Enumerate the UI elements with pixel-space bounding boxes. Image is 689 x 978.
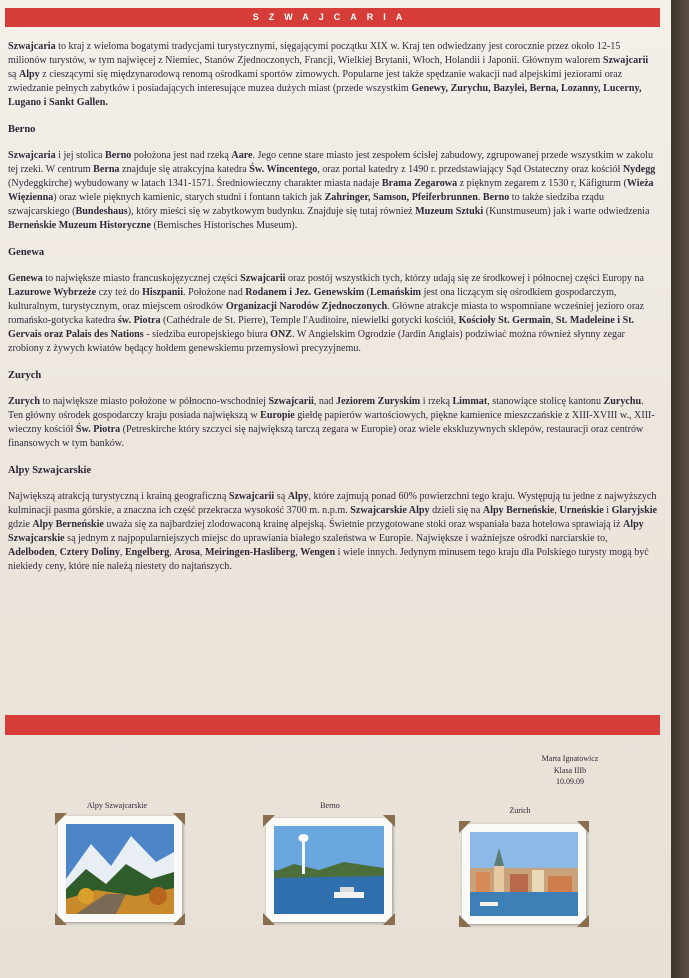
bold-text: Szwajcarii [240, 273, 286, 284]
section-alpy-szwajcarskie [8, 464, 658, 574]
bold-text: ONZ [270, 329, 292, 340]
bold-text: Arosa [174, 547, 200, 558]
text-run: , [550, 315, 556, 326]
bold-text: Hiszpanii [142, 287, 184, 298]
text-run: położona jest nad rzeką [131, 150, 232, 161]
text-run: . W Angielskim Ogrodzie (Jardin Anglais) podziwiać można również słynny zegar zrobiony z żywych kwiatów będący hołdem genewskiemu przemysłowi precyzyjnemu. [8, 329, 625, 354]
text-run: to największe miasto położone w północno-wschodniej [39, 396, 269, 407]
text-run: oraz postój wszystkich tych, którzy udają się ze środkowej i północnej części Europy na [285, 273, 645, 284]
bold-text: Bundeshaus [75, 206, 128, 217]
section-heading: Alpy Szwajcarskie [8, 465, 92, 476]
intro-paragraph [8, 40, 658, 110]
text-run: , [169, 547, 175, 558]
bold-text: Berno [105, 150, 132, 161]
text-run: to największe miasto francuskojęzycznej części [42, 273, 241, 284]
bold-text: Lazurowe Wybrzeże [8, 287, 97, 298]
bold-text: Szwajcarii [268, 396, 314, 407]
bold-text: Szwajcarii [602, 55, 649, 66]
text-run: . [477, 192, 483, 203]
bold-text: Engelberg [124, 547, 170, 558]
bold-text: Cztery Doliny [59, 547, 120, 558]
text-run: . Ten główny ośrodek gospodarczy kraju posiada największą w [8, 396, 644, 421]
berno-image [274, 826, 384, 914]
text-run: . Główne atrakcje miasta to wspomniane wcześniej jezioro oraz romańsko-gotycka katedra [8, 301, 645, 326]
section-paragraph [8, 395, 658, 451]
bold-text: Meiringen-Hasliberg [204, 547, 296, 558]
text-run: z cieszącymi się międzynarodową renomą ośrodkami sportów zimowych. Popularne jest także spędzanie wakacji nad alpejskimi jeziorami oraz zwiedzanie pełnych zabytków i posiadających interesujące muzea dużych miast (przede wszystkim [8, 69, 623, 94]
text-run: dzieli się na [429, 505, 483, 516]
bold-text: Genewy, Zurychu, Bazylei, Berna, Lozanny, Lucerny, Lugano i Sankt Gallen. [8, 83, 642, 108]
bold-text: Szwajcaria [8, 41, 56, 52]
text-run: i rzeką [420, 396, 453, 407]
text-run: (Nydeggkirche) wybudowany w latach 1341-1571. Średniowieczny charakter miasta nadaje [8, 178, 382, 189]
bold-text: Genewa [8, 273, 43, 284]
text-run: czy też do [96, 287, 143, 298]
text-run: . Jego cenne stare miasto jest zespołem ścisłej zabudowy, zgrupowanej przede wszystkim w zakolu tej rzeki. W centrum [8, 150, 653, 175]
section-genewa [8, 246, 658, 356]
text-run: , [119, 547, 125, 558]
bold-text: Jeziorem Zuryskim [336, 396, 421, 407]
text-run: znajduje się atrakcyjna katedra [119, 164, 250, 175]
background-edge [671, 0, 689, 978]
text-run: , oraz portal katedry z 1490 r. przedstawiający Sąd Ostateczny oraz kościół [317, 164, 623, 175]
bold-text: św. Piotra [117, 315, 161, 326]
bold-text: Adelboden [8, 547, 55, 558]
text-run: gdzie [8, 519, 33, 530]
bold-text: Brama Zegarowa [381, 178, 458, 189]
bold-text: Kościoły St. Germain [458, 315, 551, 326]
alps-image [66, 824, 174, 914]
section-heading: Berno [8, 124, 36, 135]
bold-text: Wengen [300, 547, 336, 558]
text-run: (Cathédrale de St. Pierre), Temple l'Auditoire, niewielki gotycki kościół, [160, 315, 459, 326]
text-run: Największą atrakcją turystyczną i krainą geograficzną [8, 491, 229, 502]
text-run: , stanowiące stolicę kantonu [487, 396, 604, 407]
section-heading: Genewa [8, 247, 45, 258]
bold-text: Alpy Berneńskie [32, 519, 104, 530]
text-run: są [274, 491, 288, 502]
bold-text: Organizacji Narodów Zjednoczonych [225, 301, 388, 312]
section-heading: Zurych [8, 370, 42, 381]
text-run: ), który mieści się w zabytkowym budynku. Znajduje się tutaj również [127, 206, 416, 217]
bold-text: Alpy Berneńskie [482, 505, 555, 516]
bold-text: Alpy [287, 491, 309, 502]
bold-text: Rodanem i Jez. Genewskim [245, 287, 365, 298]
photo-zurich [462, 824, 586, 924]
photo-caption-zurich: Zurich [509, 806, 531, 815]
bold-text: Zurych [8, 396, 40, 407]
text-run: ( [364, 287, 371, 298]
bold-text: Lemańskim [370, 287, 422, 298]
section-paragraph [8, 149, 658, 233]
text-run: (Petreskirche który szczyci się największą tarczą zegara w Europie) oraz wiele ekskluzywnych sklepów, restauracji oraz centrów finansowych w tym banków. [8, 424, 644, 449]
bold-text: Berna [93, 164, 120, 175]
text-run: - siedziba europejskiego biura [143, 329, 271, 340]
bold-text: Nydegg [622, 164, 656, 175]
bold-text: Muzeum Sztuki [415, 206, 484, 217]
bold-text: Szwajcarskie Alpy [350, 505, 430, 516]
bold-text: Berno [482, 192, 510, 203]
article-body [8, 40, 658, 574]
text-run: są [8, 69, 19, 80]
bold-text: Wieża Więzienna [8, 178, 654, 203]
text-run: , nad [313, 396, 337, 407]
section-berno [8, 123, 658, 233]
bold-text: Glaryjskie [611, 505, 657, 516]
text-run: (Kunstmuseum) jak i warte odwiedzenia [483, 206, 650, 217]
author-date: 10.09.09 [556, 777, 584, 786]
photo-berno [266, 818, 392, 922]
text-run: . Położone nad [183, 287, 246, 298]
text-run: uważa się za najbardziej zlodowaconą krainę alpejską. Świetnie przygotowane stoki oraz wspaniała baza hotelowa sprawiają iż [103, 519, 623, 530]
text-run: jest ona liczącym się ośrodkiem gospodarczym, kulturalnym, turystycznym, oraz miejscem ośrodków [8, 287, 617, 312]
bold-text: Limmat [452, 396, 488, 407]
banner-title: SZWAJCARIA [252, 12, 413, 22]
author-signature [500, 753, 640, 788]
bold-text: Szwajcarii [228, 491, 275, 502]
footer-banner [5, 715, 660, 735]
title-banner [5, 8, 660, 27]
text-run: , [54, 547, 60, 558]
text-run: ) oraz wiele pięknych kamienic, starych studni i fontann takich jak [53, 192, 325, 203]
bold-text: Zurychu [603, 396, 642, 407]
text-run: i wiele innych. Jedynym minusem tego kraju dla Polskiego turysty mogą być niekiedy ceny, które nie należą niestety do najtańszych. [8, 547, 649, 572]
bold-text: Berneńskie Muzeum Historyczne [8, 220, 151, 231]
sections-container [8, 123, 658, 574]
text-run: giełdę papierów wartościowych, piękne kamienice mieszczańskie z XIII-XVIII w., XIII-wieczny kościół [8, 410, 655, 435]
bold-text: Św. Piotra [75, 424, 121, 435]
section-paragraph [8, 490, 658, 574]
text-run: są jednym z najpopularniejszych miejsc do uprawiania białego szaleństwa w Europie. Największe i ważniejsze ośrodki narciarskie to, [64, 533, 608, 544]
bold-text: Aare [231, 150, 253, 161]
text-run: to kraj z wieloma bogatymi tradycjami turystycznymi, sięgającymi początku XIX w. Kraj ten odwiedzany jest corocznie przez około 12-15 milionów turystów, w tym najwięcej z Niemiec, Stanów Zjednoczonych, Francji, Wielkiej Brytanii, Włoch, Holandii i Japonii. Głównym walorem [8, 41, 621, 66]
bold-text: Zahringer, Samson, Pfeiferbrunnen [324, 192, 478, 203]
text-run: z pięknym zegarem z 1530 r, Käfigturm ( [457, 178, 627, 189]
text-run: , [295, 547, 301, 558]
text-run: , [554, 505, 560, 516]
text-run: i jej stolica [55, 150, 105, 161]
bold-text: Alpy Szwajcarskie [8, 519, 644, 544]
bold-text: Szwajcaria [8, 150, 56, 161]
bold-text: Św. Wincentego [249, 164, 318, 175]
section-paragraph [8, 272, 658, 356]
bold-text: St. Madeleine i St. Gervais oraz Palais des Nations [8, 315, 635, 340]
photo-alps [58, 816, 182, 922]
photo-caption-alps: Alpy Szwajcarskie [86, 801, 148, 810]
author-class: Klasa IIIb [553, 765, 587, 775]
zurich-image [470, 832, 578, 916]
text-run: i [603, 505, 612, 516]
text-run: , [199, 547, 205, 558]
bold-text: Urneńskie [559, 505, 604, 516]
bold-text: Alpy [18, 69, 40, 80]
author-name: Marta Ignatowicz [541, 754, 599, 763]
section-zurych [8, 369, 658, 451]
photo-caption-berno: Berno [320, 801, 340, 810]
text-run: (Bernisches Historisches Museum). [150, 220, 298, 231]
bold-text: Europie [260, 410, 295, 421]
text-run: , które zajmują ponad 60% powierzchni tego kraju. Występują tu jedne z najwyższych kulminacji pasma górskie, a znaczna ich część przekracza wysokość 3700 m. n.p.m. [8, 491, 657, 516]
text-run: to także siedziba rządu szwajcarskiego ( [8, 192, 605, 217]
